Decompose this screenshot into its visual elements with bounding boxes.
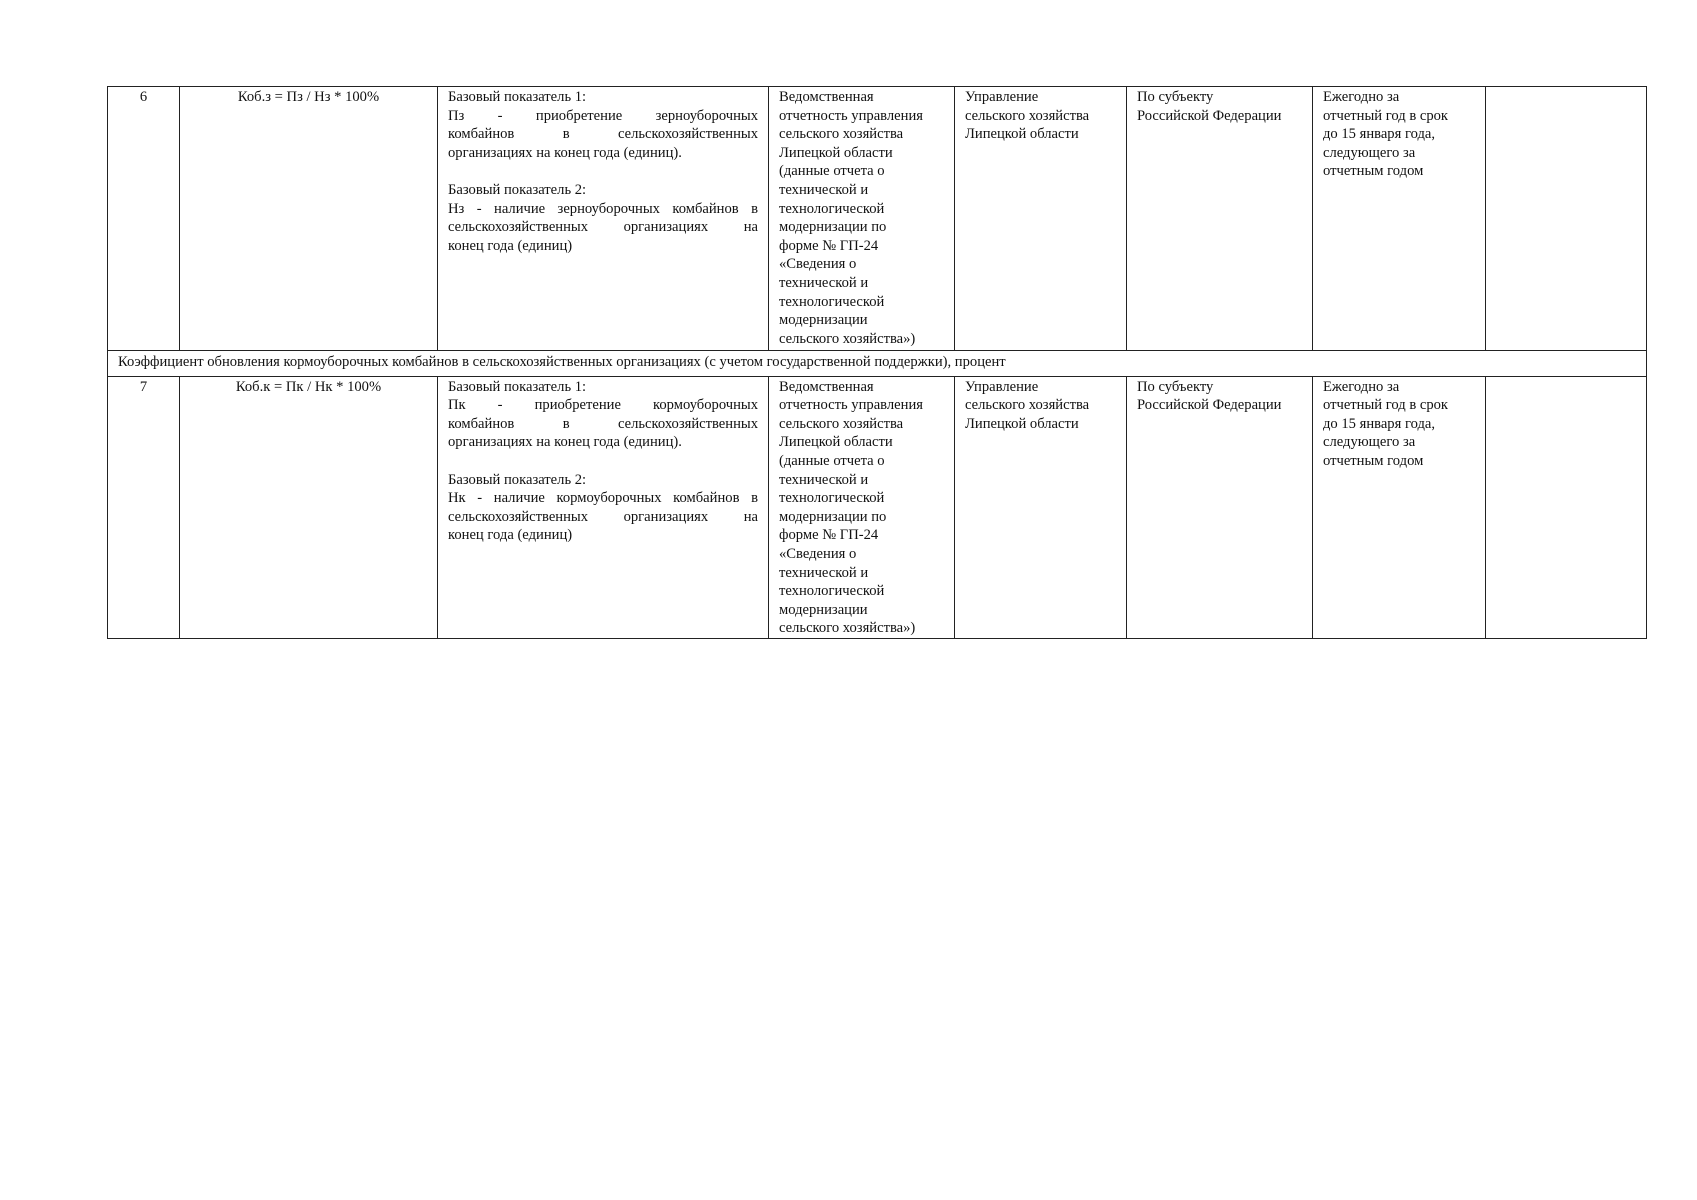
formula-cell: Коб.к = Пк / Нк * 100% xyxy=(180,376,438,638)
level-line: По субъекту xyxy=(1137,89,1214,105)
source-line: форме № ГП-24 xyxy=(779,237,879,254)
source-line: (данные отчета о xyxy=(779,163,885,180)
timing-cell xyxy=(1313,376,1486,638)
responsible-line: Управление xyxy=(965,378,1039,395)
source-line: (данные отчета о xyxy=(779,452,885,469)
responsible-line: Липецкой области xyxy=(965,126,1079,143)
source-line: технической и xyxy=(779,564,869,581)
level-line: Российской Федерации xyxy=(1137,397,1282,414)
responsible-line: Управление xyxy=(965,89,1039,105)
source-line: сельского хозяйства xyxy=(779,126,904,143)
timing-line: отчетным годом xyxy=(1323,452,1424,469)
timing-line: Ежегодно за xyxy=(1323,378,1400,395)
base1-line: Пз - приобретение зерноуборочных xyxy=(448,107,758,124)
responsible-cell xyxy=(955,376,1127,638)
base1-line: комбайнов в сельскохозяйственных xyxy=(448,126,758,143)
source-line: модернизации по xyxy=(779,219,887,236)
source-cell xyxy=(769,87,955,351)
timing-line: следующего за xyxy=(1323,144,1416,161)
responsible-line: Липецкой области xyxy=(965,415,1079,432)
timing-line: Ежегодно за xyxy=(1323,89,1400,105)
timing-line: отчетный год в срок xyxy=(1323,107,1449,124)
responsible-cell xyxy=(955,87,1127,351)
extra-cell xyxy=(1486,376,1647,638)
timing-line: до 15 января года, xyxy=(1323,126,1436,143)
section-heading-row xyxy=(108,351,1647,377)
table-row xyxy=(108,376,1647,638)
base2-line: конец года (единиц) xyxy=(448,527,573,544)
table-row xyxy=(108,87,1647,351)
base-indicators-cell xyxy=(438,376,769,638)
row-number: 6 xyxy=(108,87,180,351)
source-line: сельского хозяйства xyxy=(779,415,904,432)
source-line: модернизации по xyxy=(779,508,887,525)
source-line: отчетность управления xyxy=(779,107,923,124)
source-cell xyxy=(769,376,955,638)
source-line: Ведомственная xyxy=(779,89,874,105)
source-line: модернизации xyxy=(779,601,868,618)
spacer xyxy=(448,162,758,181)
source-line: Липецкой области xyxy=(779,144,893,161)
timing-line: отчетным годом xyxy=(1323,163,1424,180)
level-line: По субъекту xyxy=(1137,378,1214,395)
timing-line: следующего за xyxy=(1323,434,1416,451)
section-heading: Коэффициент обновления кормоуборочных комбайнов в сельскохозяйственных организациях (с учетом государственной поддержки), процент xyxy=(108,351,1647,377)
responsible-line: сельского хозяйства xyxy=(965,397,1090,414)
source-line: технологической xyxy=(779,490,885,507)
timing-line: до 15 января года, xyxy=(1323,415,1436,432)
source-line: «Сведения о xyxy=(779,256,857,273)
base2-title: Базовый показатель 2: xyxy=(448,471,587,488)
responsible-line: сельского хозяйства xyxy=(965,107,1090,124)
base1-line: организациях на конец года (единиц). xyxy=(448,144,682,161)
source-line: технологической xyxy=(779,293,885,310)
source-line: Липецкой области xyxy=(779,434,893,451)
base1-title: Базовый показатель 1: xyxy=(448,378,587,395)
source-line: сельского хозяйства») xyxy=(779,620,916,637)
base2-line: сельскохозяйственных организациях на xyxy=(448,508,758,525)
level-cell xyxy=(1127,87,1313,351)
source-line: отчетность управления xyxy=(779,397,923,414)
base-indicators-cell xyxy=(438,87,769,351)
source-line: сельского хозяйства») xyxy=(779,330,916,347)
source-line: технической и xyxy=(779,471,869,488)
source-line: Ведомственная xyxy=(779,378,874,395)
level-cell xyxy=(1127,376,1313,638)
base2-line: Нк - наличие кормоуборочных комбайнов в xyxy=(448,490,758,507)
source-line: технологической xyxy=(779,200,885,217)
extra-cell xyxy=(1486,87,1647,351)
source-line: технической и xyxy=(779,274,869,291)
base1-line: комбайнов в сельскохозяйственных xyxy=(448,415,758,432)
spacer xyxy=(448,452,758,471)
source-line: модернизации xyxy=(779,312,868,329)
timing-cell xyxy=(1313,87,1486,351)
base2-line: Нз - наличие зерноуборочных комбайнов в xyxy=(448,200,758,217)
source-line: технологической xyxy=(779,583,885,600)
formula-cell: Коб.з = Пз / Нз * 100% xyxy=(180,87,438,351)
source-line: форме № ГП-24 xyxy=(779,527,879,544)
base2-title: Базовый показатель 2: xyxy=(448,181,587,198)
base1-line: организациях на конец года (единиц). xyxy=(448,434,682,451)
base2-line: конец года (единиц) xyxy=(448,237,573,254)
row-number: 7 xyxy=(108,376,180,638)
source-line: «Сведения о xyxy=(779,545,857,562)
base2-line: сельскохозяйственных организациях на xyxy=(448,219,758,236)
indicator-table xyxy=(107,86,1647,639)
level-line: Российской Федерации xyxy=(1137,107,1282,124)
timing-line: отчетный год в срок xyxy=(1323,397,1449,414)
base1-line: Пк - приобретение кормоуборочных xyxy=(448,397,758,414)
source-line: технической и xyxy=(779,181,869,198)
base1-title: Базовый показатель 1: xyxy=(448,89,587,105)
